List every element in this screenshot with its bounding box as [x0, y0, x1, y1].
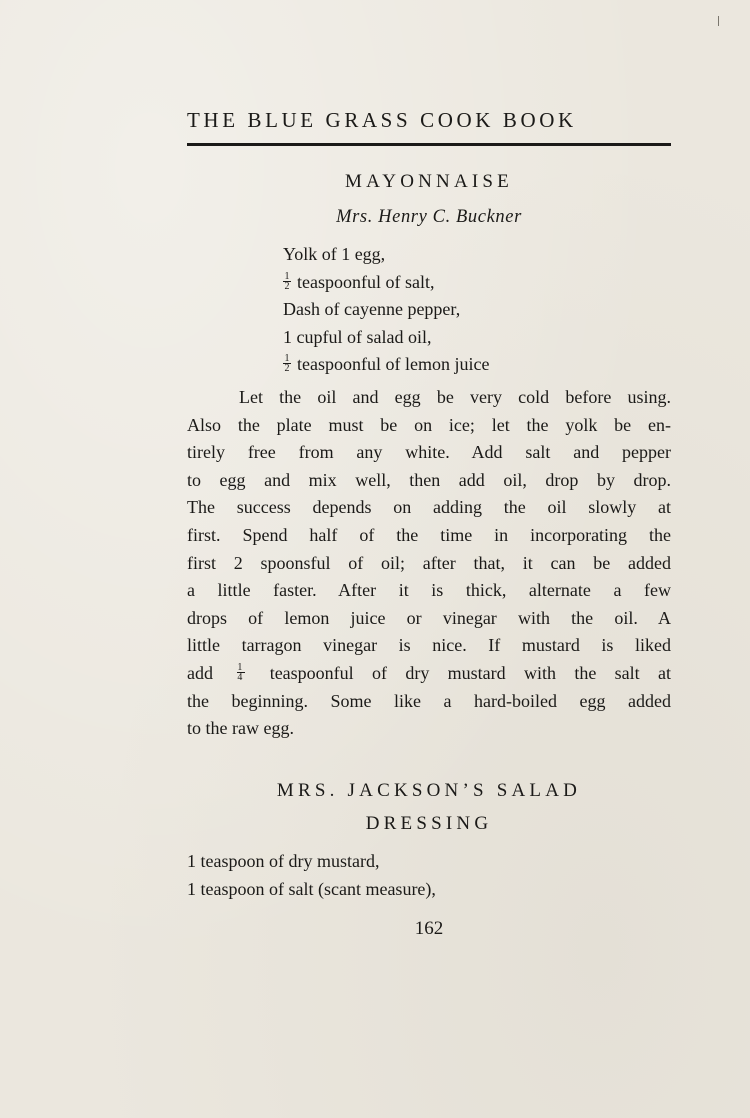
directions-line: Also the plate must be on ice; let the yolk be en-	[187, 414, 671, 435]
running-head: THE BLUE GRASS COOK BOOK	[187, 108, 577, 132]
recipe-byline: Mrs. Henry C. Buckner	[336, 207, 522, 227]
directions-line: Let the oil and egg be very cold before using.	[239, 387, 671, 407]
page-edge-mark	[718, 16, 719, 26]
recipe-directions	[187, 384, 671, 743]
directions-line: little tarragon vinegar is nice. If mustard is liked	[187, 635, 671, 656]
header-rule	[187, 143, 671, 146]
ingredient-item: $\frac{1}{2}$ teaspoonful of salt,	[284, 270, 435, 292]
ingredient-item: Dash of cayenne pepper,	[283, 299, 461, 319]
fraction: $\frac{1}{2}$	[284, 353, 290, 374]
fraction: $\frac{1}{4}$	[237, 663, 245, 682]
recipe-title-jackson-cont: DRESSING	[365, 813, 493, 834]
directions-line: first 2 spoonsful of oil; after that, it can be added	[187, 552, 671, 573]
ingredient-item: 1 cupful of salad oil,	[283, 326, 432, 347]
ingredient-item: 1 teaspoon of salt (scant measure),	[187, 879, 436, 899]
directions-line: tirely free from any white. Add salt and pepper	[187, 442, 671, 463]
directions-line: add $\frac{1}{4}$ teaspoonful of dry mustard with the salt at	[187, 661, 672, 683]
ingredient-list-mayonnaise	[283, 241, 489, 379]
directions-line: the beginning. Some like a hard-boiled egg added	[187, 690, 671, 711]
directions-line: to the raw egg.	[187, 718, 294, 739]
ingredient-item: 1 teaspoon of dry mustard,	[187, 851, 380, 871]
recipe-title-jackson: MRS. JACKSON’S SALAD	[276, 780, 582, 801]
ingredient-item: Yolk of 1 egg,	[283, 244, 386, 264]
page-number: 162	[414, 918, 444, 939]
directions-line: first. Spend half of the time in incorporating the	[187, 524, 671, 545]
fraction: $\frac{1}{2}$	[284, 270, 290, 292]
directions-line: to egg and mix well, then add oil, drop by drop.	[187, 469, 671, 490]
ingredient-list-jackson	[187, 847, 436, 903]
directions-line: The success depends on adding the oil slowly at	[187, 497, 671, 518]
directions-line: drops of lemon juice or vinegar with the oil. A	[187, 607, 671, 628]
recipe-title-mayonnaise: MAYONNAISE	[345, 171, 513, 192]
directions-line: a little faster. After it is thick, alternate a few	[187, 580, 671, 601]
ingredient-item: $\frac{1}{2}$ teaspoonful of lemon juice	[284, 353, 490, 374]
